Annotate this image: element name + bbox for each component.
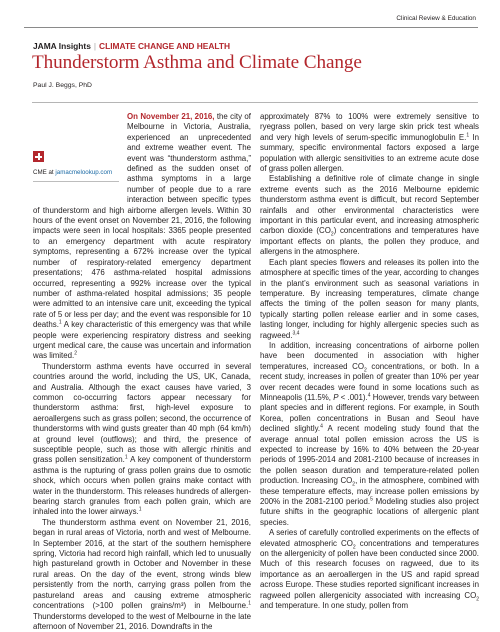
paragraph-text: In summary, specific environmental factors exposed a large population with allergic sensitivities to an extreme acute dose of grass pollen allergen. [260, 132, 479, 174]
paragraph-text: and temperature. In one study, pollen from [260, 601, 409, 611]
paragraph [33, 112, 251, 362]
citation: 1 [138, 506, 142, 513]
paragraph-text: The thunderstorm asthma event on November 21, 2016, began in rural areas of Victoria, north and west of Melbourne. In September 2016, at the start of the southern hemisphere spring, Victoria had record high rainfall, which led to unusually high pastureland growth in October and November in these rural areas. On the day of the event, strong winds blew persistently from the north, carrying grass pollen from the pastureland areas and causing extreme atmospheric concentrations (>100 pollen grains/m³) in Melbourne. [33, 517, 251, 611]
citation: 4 [320, 423, 323, 430]
article-kicker [33, 41, 230, 51]
article-title: Thunderstorm Asthma and Climate Change [32, 52, 362, 73]
paragraph-text: Establishing a definitive role of climate change in single extreme events such as the 2016 Melbourne epidemic thunderstorm asthma event is difficult, but record September rainfalls and other environmental characteristics were important in this particular event, and increasing atmospheric carbon dioxide (CO [260, 174, 479, 236]
topic-label: CLIMATE CHANGE AND HEALTH [99, 41, 231, 51]
subscript: 2 [330, 232, 334, 239]
insight-label: JAMA Insights [33, 41, 91, 51]
header-divider [24, 27, 478, 28]
paragraph [260, 341, 479, 528]
paragraph-text: , in the atmosphere, combined with these temperature effects, may increase pollen emissions by 200% in the 2081-2100 period. [260, 476, 479, 507]
cme-link[interactable]: jamacmelookup.com [55, 169, 113, 176]
citation: 1 [58, 319, 62, 326]
paragraph-text: In addition, increasing concentrations of airborne pollen have been documented in association with higher temperatures, increased CO [260, 340, 479, 371]
kicker-separator: | [93, 41, 97, 51]
author-byline: Paul J. Beggs, PhD [33, 82, 92, 89]
body-column-right [260, 112, 479, 612]
paragraph-text: < .001). [338, 392, 368, 402]
paragraph-text: concentrations, or both. In a recent study, increases in pollen of greater than 10% per year over recent decades were found in some locations such as Minneapolis (11.5%, [260, 361, 479, 402]
paragraph [260, 174, 479, 257]
lead-in: On November 21, 2016, [127, 112, 215, 121]
body-column-left [33, 112, 251, 632]
citation: 1 [124, 454, 128, 461]
subscript: 2 [352, 544, 356, 551]
paragraph [33, 362, 251, 518]
citation: 1 [466, 132, 470, 139]
citation: 4 [367, 392, 371, 399]
section-label: Clinical Review & Education [396, 15, 476, 22]
p-value-symbol: P [333, 392, 339, 402]
cme-label: CME at [33, 169, 54, 176]
paragraph-text: ) concentrations and temperatures have important effects on plants, the pollen they produce, and allergens in the atmosphere. [260, 226, 480, 257]
paragraph-text: A key component of thunderstorm asthma is the rupturing of grass pollen grains due to osmotic shock, which occurs when pollen grains make contact with water in the thunderstorm. This releases hundreds of allergen-bearing starch granules from each pollen grain, which are inhaled into the lower airways. [33, 455, 252, 517]
paragraph-text: the city of Melbourne in Victoria, Australia, experienced an unprecedented and extreme weather event. The event was “thunderstorm asthma,” defined as the sudden onset of asthma symptoms in a large number of people due to a rare interaction between specific types of thunderstorm and high airborne allergen levels. Within 30 hours of the event onset on November 21, 2016, the following impacts were seen in local hospitals: 3365 people presented to an emergency department with acute respiratory symptoms, representing a 672% increase over the typical number of respiratory-related emergency department presentations; 476 asthma-related hospital admissions occurred, representing a 992% increase over the typical number of asthma-related hospital admissions; 35 people were admitted to an intensive care unit, exceeding the typical rate of 5 or less per day; and the event was responsible for 10 deaths. [33, 112, 251, 330]
paragraph [260, 528, 479, 611]
citation: 2 [74, 350, 77, 357]
subscript: 2 [364, 367, 367, 374]
paragraph-text: concentrations and temperatures on the allergenicity of pollen have been conducted since 2000. Much of this research focuses on ragweed, due to its importance as an aeroallergen in the US and rapid spread across Europe. These studies reported significant increases in ragweed pollen allergenicity associated with increasing CO [260, 538, 479, 600]
byline-divider [32, 102, 478, 103]
paragraph [33, 518, 251, 632]
subscript: 2 [476, 596, 479, 603]
citation: 5 [370, 496, 373, 503]
paragraph-text: approximately 87% to 100% were extremely sensitive to ryegrass pollen, based on very large skin prick test wheals and very high levels of serum-specific immunoglobulin E. [260, 112, 479, 142]
paragraph-text: Thunderstorms developed to the west of Melbourne in the late afternoon of November 21, 2016. Downdrafts in the [33, 611, 251, 631]
paragraph-text: Modeling studies also project future shifts in the geographic locations of allergenic plant species. [260, 497, 479, 527]
citation: 3,4 [292, 329, 300, 336]
citation: 1 [248, 600, 251, 607]
paragraph-text: A series of carefully controlled experiments on the effects of elevated atmospheric CO [260, 528, 479, 548]
paragraph-text: A recent modeling study found that the average annual total pollen emission across the US is expected to increase by 16% to 40% between the 20-year periods of 1995-2014 and 2081-2100 because of increases in the pollen season duration and temperature-related pollen production. Increasing CO [260, 424, 479, 486]
paragraph [260, 258, 479, 341]
cme-divider [33, 181, 119, 182]
paragraph-text: A key characteristic of this emergency was that while people were experiencing respiratory distress and seeking urgent medical care, the cause was uncertain and information was limited. [33, 320, 251, 361]
paragraph-text: Thunderstorm asthma events have occurred in several countries around the world, including the US, UK, Canada, and Australia. Although the exact causes have varied, 3 common co-occurring factors appear necessary for thunderstorm asthma: first, high-level exposure to aeroallergens such as grass pollen; second, the occurrence of thunderstorms with wind gusts greater than 40 mph (64 km/h) at ground level (outflows); and third, the presence of susceptible people, such as those with allergic rhinitis and grass pollen sensitization. [33, 361, 251, 465]
cme-callout [33, 143, 119, 203]
paragraph [260, 112, 479, 174]
subscript: 2 [352, 481, 356, 488]
paragraph-text: Each plant species flowers and releases its pollen into the atmosphere at specific times of the year, according to changes in the plant’s environment such as seasonal variations in temperature. By increasing temperatures, climate change affects the timing of the pollen season for many plants, typically starting pollen release earlier and in some cases, lasting longer, including for highly allergenic species such as ragweed. [260, 257, 479, 340]
cme-plus-icon [33, 151, 44, 162]
paragraph-text: However, trends vary between plant species and in different regions. For example, in South Korea, pollen concentrations in Busan and Seoul have declined slightly. [260, 392, 479, 434]
cme-text [33, 169, 112, 177]
